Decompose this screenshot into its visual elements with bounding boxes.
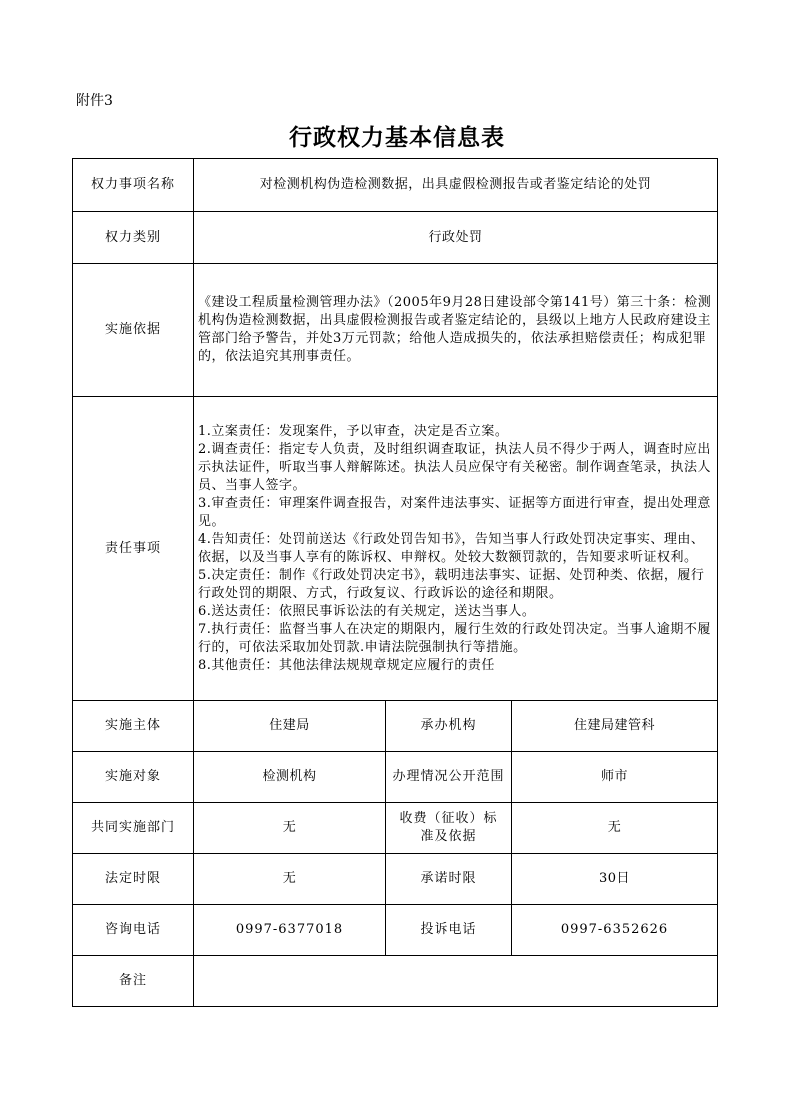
- subject-label: 实施主体: [73, 701, 194, 752]
- subject-value: 住建局: [194, 701, 386, 752]
- legal-time-limit-value: 无: [194, 854, 386, 905]
- promised-time-limit-value: 30日: [512, 854, 718, 905]
- row-phone: [73, 905, 718, 956]
- consult-phone-label: 咨询电话: [73, 905, 194, 956]
- duty-item: 1.立案责任：发现案件，予以审查，决定是否立案。: [198, 423, 509, 439]
- duties-label: 责任事项: [73, 397, 194, 701]
- duty-item: 6.送达责任：依照民事诉讼法的有关规定，送达当事人。: [198, 603, 536, 619]
- basis-value: 《建设工程质量检测管理办法》（2005年9月28日建设部令第141号）第三十条：检测机构伪造检测数据，出具虚假检测报告或者鉴定结论的，县级以上地方人民政府建设主管部门给予警告，并处3万元罚款；给他人造成损失的，依法承担赔偿责任；构成犯罪的，依法追究其刑事责任。: [194, 264, 718, 397]
- attachment-label: 附件3: [76, 93, 113, 109]
- duty-item: 2.调查责任：指定专人负责，及时组织调查取证，执法人员不得少于两人，调查时应出示执法证件，听取当事人辩解陈述。执法人员应保守有关秘密。制作调查笔录，执法人员、当事人签字。: [198, 441, 712, 493]
- row-target: [73, 752, 718, 803]
- row-joint: [73, 803, 718, 854]
- disclosure-scope-value: 师市: [512, 752, 718, 803]
- fee-standard-label: 收费（征收）标准及依据: [386, 803, 512, 854]
- row-time-limit: [73, 854, 718, 905]
- basis-label: 实施依据: [73, 264, 194, 397]
- duty-item: 3.审查责任：审理案件调查报告，对案件违法事实、证据等方面进行审查，提出处理意见。: [198, 495, 711, 529]
- row-power-type: [73, 212, 718, 264]
- remarks-label: 备注: [73, 956, 194, 1007]
- power-type-label: 权力类别: [73, 212, 194, 264]
- row-subject: [73, 701, 718, 752]
- consult-phone-value: 0997-6377018: [194, 905, 386, 956]
- complaint-phone-label: 投诉电话: [386, 905, 512, 956]
- row-duties: [73, 397, 718, 701]
- joint-dept-value: 无: [194, 803, 386, 854]
- page-title: 行政权力基本信息表: [289, 124, 505, 151]
- power-name-label: 权力事项名称: [73, 159, 194, 212]
- disclosure-scope-label: 办理情况公开范围: [386, 752, 512, 803]
- promised-time-limit-label: 承诺时限: [386, 854, 512, 905]
- complaint-phone-value: 0997-6352626: [512, 905, 718, 956]
- info-table: [72, 158, 718, 1007]
- row-power-name: [73, 159, 718, 212]
- duty-item: 4.告知责任：处罚前送达《行政处罚告知书》，告知当事人行政处罚决定事实、理由、依据，以及当事人享有的陈诉权、申辩权。处较大数额罚款的，告知要求听证权利。: [198, 531, 705, 565]
- fee-standard-value: 无: [512, 803, 718, 854]
- target-label: 实施对象: [73, 752, 194, 803]
- row-remarks: [73, 956, 718, 1007]
- power-name-value: 对检测机构伪造检测数据，出具虚假检测报告或者鉴定结论的处罚: [194, 159, 718, 212]
- legal-time-limit-label: 法定时限: [73, 854, 194, 905]
- row-basis: [73, 264, 718, 397]
- target-value: 检测机构: [194, 752, 386, 803]
- remarks-value: [194, 956, 718, 1007]
- power-type-value: 行政处罚: [194, 212, 718, 264]
- duties-list: [194, 397, 718, 701]
- duty-item: 5.决定责任：制作《行政处罚决定书》，载明违法事实、证据、处罚种类、依据，履行行政处罚的期限、方式，行政复议、行政诉讼的途径和期限。: [198, 567, 705, 601]
- duty-item: 7.执行责任：监督当事人在决定的期限内，履行生效的行政处罚决定。当事人逾期不履行的，可依法采取加处罚款.申请法院强制执行等措施。: [198, 621, 711, 655]
- handling-agency-value: 住建局建管科: [512, 701, 718, 752]
- joint-dept-label: 共同实施部门: [73, 803, 194, 854]
- duty-item: 8.其他责任：其他法律法规规章规定应履行的责任: [198, 657, 495, 673]
- handling-agency-label: 承办机构: [386, 701, 512, 752]
